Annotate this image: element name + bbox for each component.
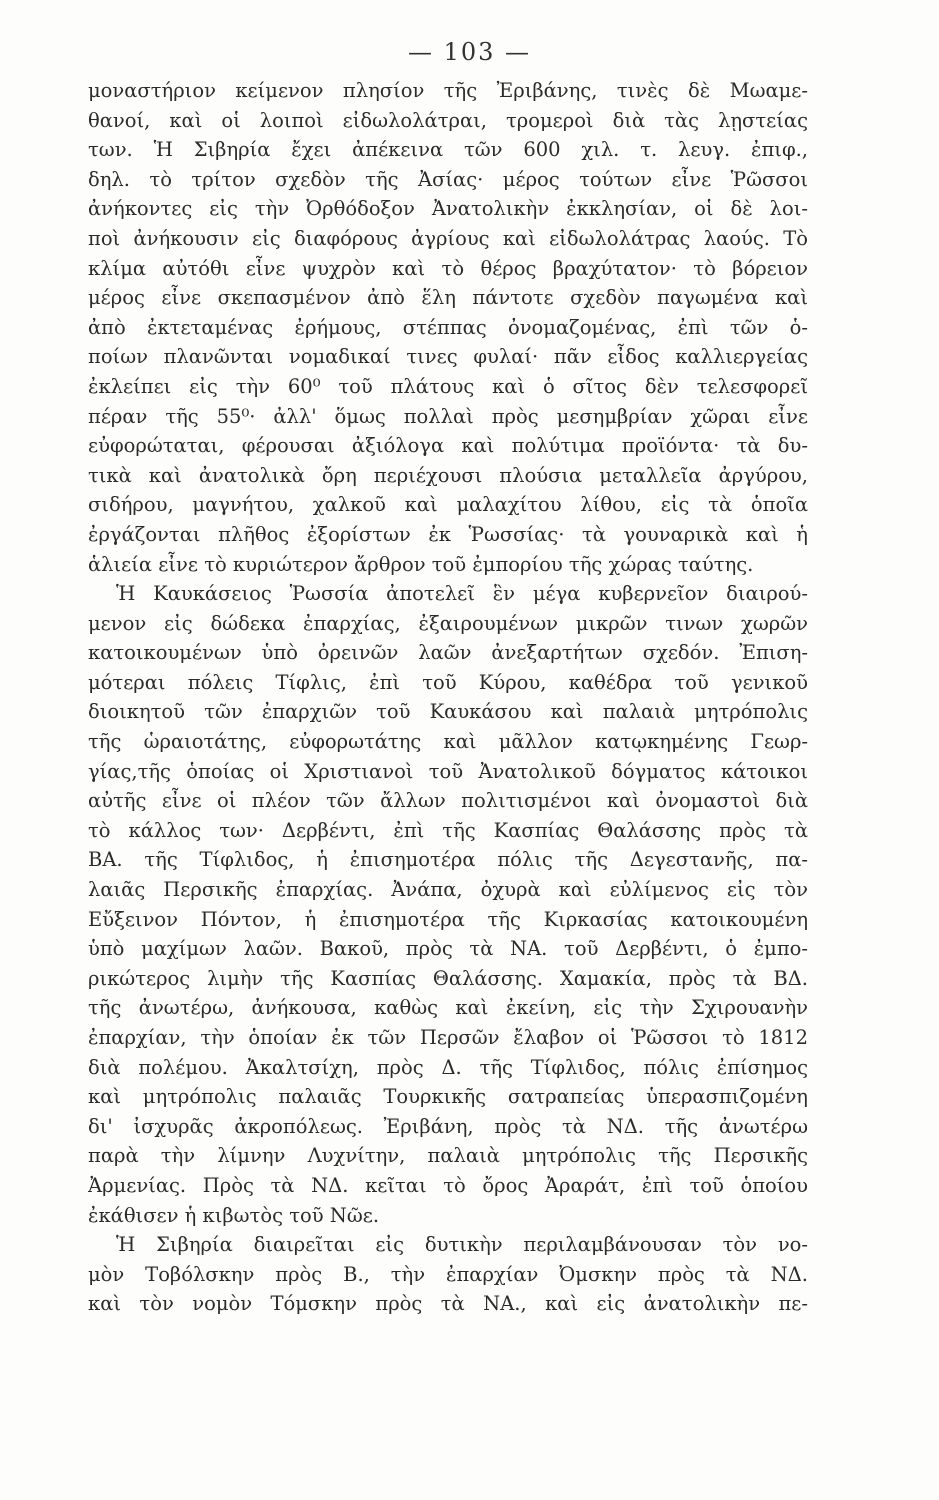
text-line: Ἡ Καυκάσειος Ῥωσσία ἀποτελεῖ ἓν μέγα κυβερνεῖον διαιρού- xyxy=(116,582,808,606)
text-line: καὶ τὸν νομὸν Τόμσκην πρὸς τὰ ΝΑ., καὶ εἰς ἀνατολικὴν πε- xyxy=(88,1292,808,1316)
text-line: μοναστήριον κείμενον πλησίον τῆς Ἐριβάνης, τινὲς δὲ Μωαμε- xyxy=(88,79,808,102)
text-line: ἐπαρχίαν, τὴν ὁποίαν ἐκ τῶν Περσῶν ἔλαβον οἱ Ῥῶσσοι τὸ 1812 xyxy=(88,1026,808,1049)
text-line: Ἀρμενίας. Πρὸς τὰ ΝΔ. κεῖται τὸ ὄρος Ἀραράτ, ἐπὶ τοῦ ὁποίου xyxy=(88,1173,808,1197)
text-line: Εὔξεινον Πόντον, ἡ ἐπισημοτέρα τῆς Κιρκασίας κατοικουμένη xyxy=(88,907,808,931)
text-line: σιδήρου, μαγνήτου, χαλκοῦ καὶ μαλαχίτου λίθου, εἰς τὰ ὁποῖα xyxy=(88,493,808,517)
body-text xyxy=(88,76,808,1319)
text-line: ἐργάζονται πλῆθος ἐξορίστων ἐκ Ῥωσσίας· τὰ γουναρικὰ καὶ ἡ xyxy=(88,522,808,546)
text-line: εὐφορώταται, φέρουσαι ἀξιόλογα καὶ πολύτιμα προϊόντα· τὰ δυ- xyxy=(88,434,808,458)
text-line: καὶ μητρόπολις παλαιᾶς Τουρκικῆς σατραπείας ὑπερασπιζομένη xyxy=(88,1085,808,1109)
text-line: ἐκάθισεν ἡ κιβωτὸς τοῦ Νῶε. xyxy=(88,1203,380,1227)
text-line: πέραν τῆς 55⁰· ἀλλ' ὅμως πολλαὶ πρὸς μεσημβρίαν χῶραι εἶνε xyxy=(88,404,808,428)
text-line: κατοικουμένων ὑπὸ ὀρεινῶν λαῶν ἀνεξαρτήτων σχεδόν. Ἐπιση- xyxy=(88,641,808,665)
text-line: Ἡ Σιβηρία διαιρεῖται εἰς δυτικὴν περιλαμβάνουσαν τὸν νο- xyxy=(116,1233,808,1257)
text-line: ἀπὸ ἐκτεταμένας ἐρήμους, στέππας ὀνομαζομένας, ἐπὶ τῶν ὁ- xyxy=(88,315,808,339)
text-line: τῆς ὡραιοτάτης, εὐφορωτάτης καὶ μᾶλλον κατῳκημένης Γεωρ- xyxy=(88,730,808,754)
text-line: θανοί, καὶ οἱ λοιποὶ εἰδωλολάτραι, τρομεροὶ διὰ τὰς λῃστείας xyxy=(88,108,808,132)
page-number: — 103 — xyxy=(407,38,532,66)
text-line: μενον εἰς δώδεκα ἐπαρχίας, ἐξαιρουμένων μικρῶν τινων χωρῶν xyxy=(88,611,808,635)
text-line: ἁλιεία εἶνε τὸ κυριώτερον ἄρθρον τοῦ ἐμπορίου τῆς χώρας ταύτης. xyxy=(88,552,754,576)
text-line: γίας,τῆς ὁποίας οἱ Χριστιανοὶ τοῦ Ἀνατολικοῦ δόγματος κάτοικοι xyxy=(88,759,808,783)
text-line: τὸ κάλλος των· Δερβέντι, ἐπὶ τῆς Κασπίας Θαλάσσης πρὸς τὰ xyxy=(88,818,808,842)
text-line: ὑπὸ μαχίμων λαῶν. Βακοῦ, πρὸς τὰ ΝΑ. τοῦ Δερβέντι, ὁ ἐμπο- xyxy=(88,937,808,961)
text-line: των. Ἡ Σιβηρία ἔχει ἀπέκεινα τῶν 600 χιλ. τ. λευγ. ἐπιφ., xyxy=(88,138,808,162)
text-line: διοικητοῦ τῶν ἐπαρχιῶν τοῦ Καυκάσου καὶ παλαιὰ μητρόπολις xyxy=(88,700,808,724)
text-line: αὐτῆς εἶνε οἱ πλέον τῶν ἄλλων πολιτισμένοι καὶ ὀνομαστοὶ διὰ xyxy=(88,789,808,813)
text-line: κλίμα αὐτόθι εἶνε ψυχρὸν καὶ τὸ θέρος βραχύτατον· τὸ βόρειον xyxy=(88,256,808,280)
text-line: μέρος εἶνε σκεπασμένον ἀπὸ ἕλη πάντοτε σχεδὸν παγωμένα καὶ xyxy=(88,286,808,310)
text-line: ποίων πλανῶνται νομαδικαί τινες φυλαί· πᾶν εἶδος καλλιεργείας xyxy=(88,345,808,369)
text-line: τῆς ἀνωτέρω, ἀνήκουσα, καθὼς καὶ ἐκείνη, εἰς τὴν Σχιρουανὴν xyxy=(88,996,808,1020)
text-line: ἐκλείπει εἰς τὴν 60⁰ τοῦ πλάτους καὶ ὁ σῖτος δὲν τελεσφορεῖ xyxy=(88,374,808,398)
text-line: τικὰ καὶ ἀνατολικὰ ὄρη περιέχουσι πλούσια μεταλλεῖα ἀργύρου, xyxy=(88,463,808,487)
text-line: ρικώτερος λιμὴν τῆς Κασπίας Θαλάσσης. Χαμακία, πρὸς τὰ ΒΔ. xyxy=(88,966,808,990)
text-line: ποὶ ἀνήκουσιν εἰς διαφόρους ἀγρίους καὶ εἰδωλολάτρας λαούς. Τὸ xyxy=(88,226,808,250)
text-line: δηλ. τὸ τρίτον σχεδὸν τῆς Ἀσίας· μέρος τούτων εἶνε Ῥῶσσοι xyxy=(88,167,808,191)
text-line: μότεραι πόλεις Τίφλις, ἐπὶ τοῦ Κύρου, καθέδρα τοῦ γενικοῦ xyxy=(88,670,808,694)
text-line: λαιᾶς Περσικῆς ἐπαρχίας. Ἀνάπα, ὀχυρὰ καὶ εὐλίμενος εἰς τὸν xyxy=(88,878,808,902)
text-line: ΒΑ. τῆς Τίφλιδος, ἡ ἐπισημοτέρα πόλις τῆς Δεγεστανῆς, πα- xyxy=(88,848,808,872)
text-line: δι' ἰσχυρᾶς ἀκροπόλεως. Ἐριβάνη, πρὸς τὰ ΝΔ. τῆς ἀνωτέρω xyxy=(88,1114,808,1138)
text-line: παρὰ τὴν λίμνην Λυχνίτην, παλαιὰ μητρόπολις τῆς Περσικῆς xyxy=(88,1144,808,1168)
text-line: μὸν Τοβόλσκην πρὸς Β., τὴν ἐπαρχίαν Ὀμσκην πρὸς τὰ ΝΔ. xyxy=(88,1262,808,1286)
text-line: ἀνήκοντες εἰς τὴν Ὀρθόδοξον Ἀνατολικὴν ἐκκλησίαν, οἱ δὲ λοι- xyxy=(88,197,808,221)
text-line: διὰ πολέμου. Ἀκαλτσίχη, πρὸς Δ. τῆς Τίφλιδος, πόλις ἐπίσημος xyxy=(88,1055,808,1079)
